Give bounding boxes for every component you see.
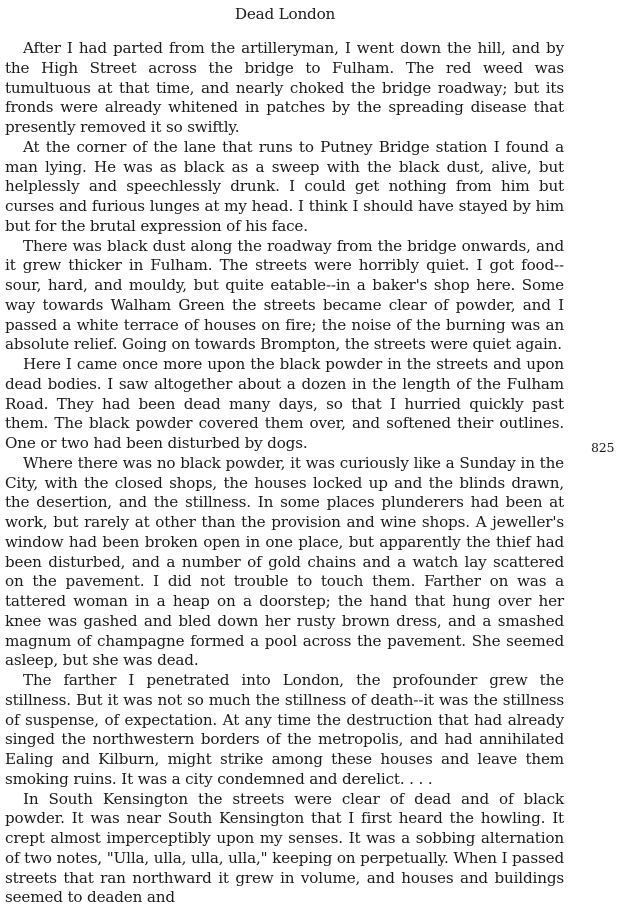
page-header: Dead London — [0, 5, 570, 23]
paragraph: In South Kensington the streets were clear of dead and of black powder. It was near South Kensington that I first heard the howling. It crept almost imperceptibly upon my senses. It was a sobbing alternation of two notes, "Ulla, ulla, ulla, ulla," keeping on perpetually. When I passed streets that ran northward it grew in volume, and houses and buildings seemed to deaden and — [5, 790, 564, 908]
paragraph: There was black dust along the roadway from the bridge onwards, and it grew thicker in Fulham. The streets were horribly quiet. I got food--sour, hard, and mouldy, but quite eatable--in a baker's shop here. Some way towards Walham Green the streets became clear of powder, and I passed a white terrace of houses on fire; the noise of the burning was an absolute relief. Going on towards Brompton, the streets were quiet again. — [5, 237, 564, 356]
paragraph: The farther I penetrated into London, the profounder grew the stillness. But it was not so much the stillness of death--it was the stillness of suspense, of expectation. At any time the destruction that had already singed the northwestern borders of the metropolis, and had annihilated Ealing and Kilburn, might strike among these houses and leave them smoking ruins. It was a city condemned and derelict. . . . — [5, 671, 564, 790]
paragraph: After I had parted from the artilleryman, I went down the hill, and by the High Street across the bridge to Fulham. The red weed was tumultuous at that time, and nearly choked the bridge roadway; but its fronds were already whitened in patches by the spreading disease that presently removed it so swiftly. — [5, 39, 564, 138]
page-number: 825 — [591, 440, 614, 455]
paragraph: Here I came once more upon the black powder in the streets and upon dead bodies. I saw altogether about a dozen in the length of the Fulham Road. They had been dead many days, so that I hurried quickly past them. The black powder covered them over, and softened their outlines. One or two had been disturbed by dogs. — [5, 355, 564, 454]
paragraph: At the corner of the lane that runs to Putney Bridge station I found a man lying. He was as black as a sweep with the black dust, alive, but helplessly and speechlessly drunk. I could get nothing from him but curses and furious lunges at my head. I think I should have stayed by him but for the brutal expression of his face. — [5, 138, 564, 237]
body-text — [5, 39, 564, 908]
paragraph: Where there was no black powder, it was curiously like a Sunday in the City, with the closed shops, the houses locked up and the blinds drawn, the desertion, and the stillness. In some places plunderers had been at work, but rarely at other than the provision and wine shops. A jeweller's window had been broken open in one place, but apparently the thief had been disturbed, and a number of gold chains and a watch lay scattered on the pavement. I did not trouble to touch them. Farther on was a tattered woman in a heap on a doorstep; the hand that hung over her knee was gashed and bled down her rusty brown dress, and a smashed magnum of champagne formed a pool across the pavement. She seemed asleep, but she was dead. — [5, 454, 564, 671]
